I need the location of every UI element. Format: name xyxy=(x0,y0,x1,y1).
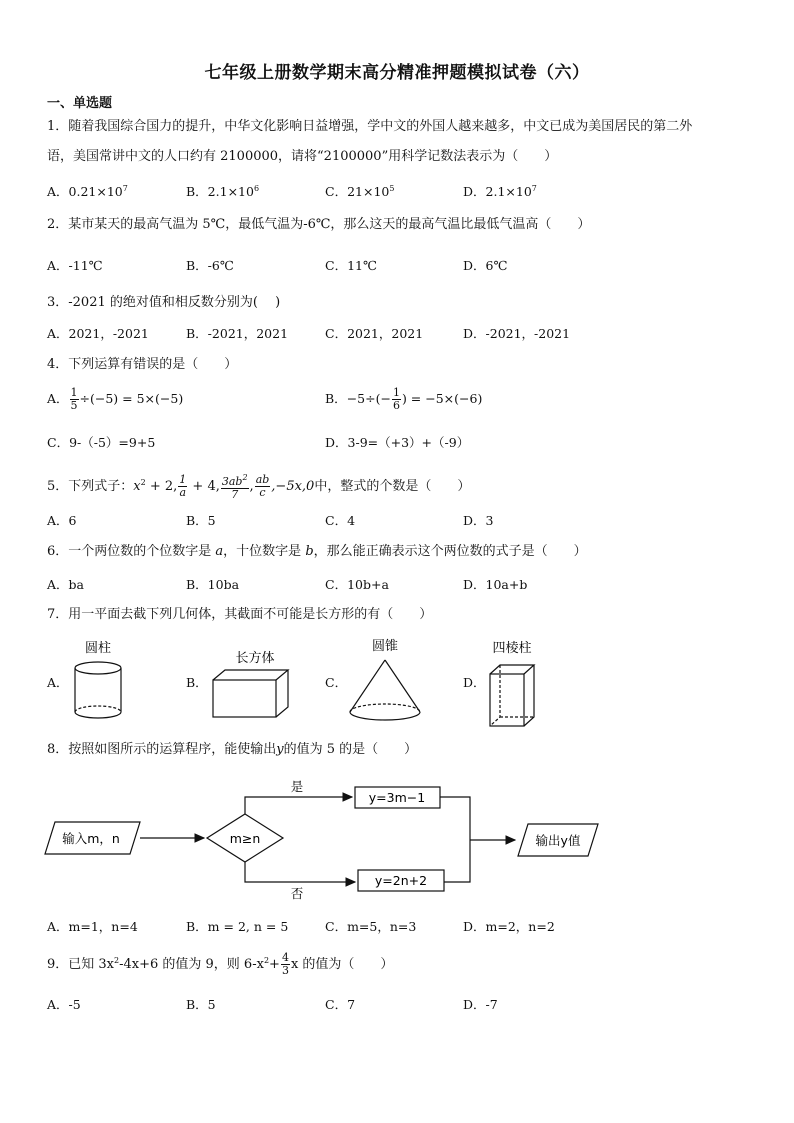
section-heading: 一、单选题 xyxy=(47,96,113,111)
q6-option-d[interactable]: D．10a+b xyxy=(463,577,528,592)
q3-option-a[interactable]: A．2021，-2021 xyxy=(47,326,149,341)
q5-option-b[interactable]: B．5 xyxy=(186,513,216,528)
q7-option-a[interactable]: A． xyxy=(47,675,69,690)
q3-option-c[interactable]: C．2021，2021 xyxy=(325,326,424,341)
question-1-line-1: 1．随着我国综合国力的提升，中华文化影响日益增强，学中文的外国人越来越多，中文已成为美国居民的第二外 xyxy=(47,119,693,134)
question-8: 8．按照如图所示的运算程序，能使输出y的值为 5 的是（ ） xyxy=(47,742,418,757)
cuboid-shape xyxy=(213,670,288,717)
question-7: 7．用一平面去截下列几何体，其截面不可能是长方形的有（ ） xyxy=(47,607,433,622)
no-formula: y=2n+2 xyxy=(374,873,428,888)
yes-formula: y=3m−1 xyxy=(368,790,426,805)
input-label: 输入m，n xyxy=(62,831,120,846)
q2-option-a[interactable]: A．-11℃ xyxy=(47,258,103,273)
q3-option-b[interactable]: B．-2021，2021 xyxy=(186,326,289,341)
q5-option-c[interactable]: C．4 xyxy=(325,513,356,528)
q8-option-a[interactable]: A．m=1，n=4 xyxy=(47,919,138,934)
flowchart xyxy=(0,770,794,905)
solids-figure xyxy=(0,630,794,730)
yes-label: 是 xyxy=(290,779,304,794)
q5-option-d[interactable]: D．3 xyxy=(463,513,494,528)
question-6: 6．一个两位数的个位数字是 a，十位数字是 b，那么能正确表示这个两位数的式子是（ ） xyxy=(47,544,587,559)
q9-option-b[interactable]: B．5 xyxy=(186,997,216,1012)
q4-option-a[interactable]: A． $\frac{1}{5}$ ÷(−5) = 5×(−5) xyxy=(47,386,184,412)
cone-label: 圆锥 xyxy=(371,639,399,654)
output-label: 输出y值 xyxy=(535,833,581,848)
q1-option-a[interactable]: A．$0.21\times 10^7$ xyxy=(47,184,128,199)
question-9: 9．已知 $3x^2-4x+6$ 的值为 9，则 $6-x^2+$ $\frac{4}{3}$ x 的值为（ ） xyxy=(47,951,394,977)
fraction: $\frac{1}{5}$ xyxy=(70,386,78,412)
prism-label: 四棱柱 xyxy=(492,641,532,656)
q8-option-c[interactable]: C．m=5，n=3 xyxy=(325,919,417,934)
question-1-line-2: 语，美国常讲中文的人口约有 2100000，请将“2100000”用科学记数法表示为（ ） xyxy=(47,149,558,164)
q3-option-d[interactable]: D．-2021，-2021 xyxy=(463,326,571,341)
q6-option-c[interactable]: C．10b+a xyxy=(325,577,389,592)
cuboid-label: 长方体 xyxy=(235,651,275,666)
q2-option-b[interactable]: B．-6℃ xyxy=(186,258,234,273)
no-label: 否 xyxy=(290,886,304,901)
q5-option-a[interactable]: A．6 xyxy=(47,513,77,528)
q8-option-b[interactable]: B．m = 2, n = 5 xyxy=(186,919,289,934)
question-2: 2．某市某天的最高气温为 5℃，最低气温为-6℃，那么这天的最高气温比最低气温高（ ） xyxy=(47,217,591,232)
fraction: $\frac{1}{6}$ xyxy=(392,386,400,412)
question-5: 5．下列式子：$x^2 + 2$, $\frac{1}{a}$ + 4, $\frac{3ab^2}{7}$ , $\frac{ab}{c}$ ,−5x,0中，整式的个数是（ ） xyxy=(47,473,471,501)
q9-option-d[interactable]: D．-7 xyxy=(463,997,498,1012)
q1-option-c[interactable]: C．$21\times 10^5$ xyxy=(325,184,395,199)
condition-label: m≥n xyxy=(229,831,261,846)
q6-option-b[interactable]: B．10ba xyxy=(186,577,240,592)
q4-option-c[interactable]: C．9-（-5）=9+5 xyxy=(47,435,156,450)
q4-option-b[interactable]: B．−5÷(− $\frac{1}{6}$ ) = −5×(−6) xyxy=(325,386,483,412)
q2-option-d[interactable]: D．6℃ xyxy=(463,258,508,273)
q8-option-d[interactable]: D．m=2，n=2 xyxy=(463,919,555,934)
q1-option-b[interactable]: B．$2.1\times 10^6$ xyxy=(186,184,260,199)
prism-shape xyxy=(490,665,534,726)
page-title: 七年级上册数学期末高分精准押题模拟试卷（六） xyxy=(204,63,590,83)
q9-option-a[interactable]: A．-5 xyxy=(47,997,81,1012)
question-3: 3．-2021 的绝对值和相反数分别为( ) xyxy=(47,295,281,310)
q6-option-a[interactable]: A．ba xyxy=(47,577,84,592)
cylinder-shape xyxy=(75,662,121,718)
q7-option-d[interactable]: D． xyxy=(463,675,486,690)
cone-shape xyxy=(350,660,420,720)
q4-option-d[interactable]: D．3-9=（+3）+（-9） xyxy=(325,435,470,450)
cylinder-label: 圆柱 xyxy=(84,641,112,656)
q9-option-c[interactable]: C．7 xyxy=(325,997,356,1012)
q7-option-b[interactable]: B． xyxy=(186,675,208,690)
q7-option-c[interactable]: C． xyxy=(325,675,348,690)
question-4: 4．下列运算有错误的是（ ） xyxy=(47,357,238,372)
q2-option-c[interactable]: C．11℃ xyxy=(325,258,377,273)
q1-option-d[interactable]: D．$2.1\times 10^7$ xyxy=(463,184,537,199)
